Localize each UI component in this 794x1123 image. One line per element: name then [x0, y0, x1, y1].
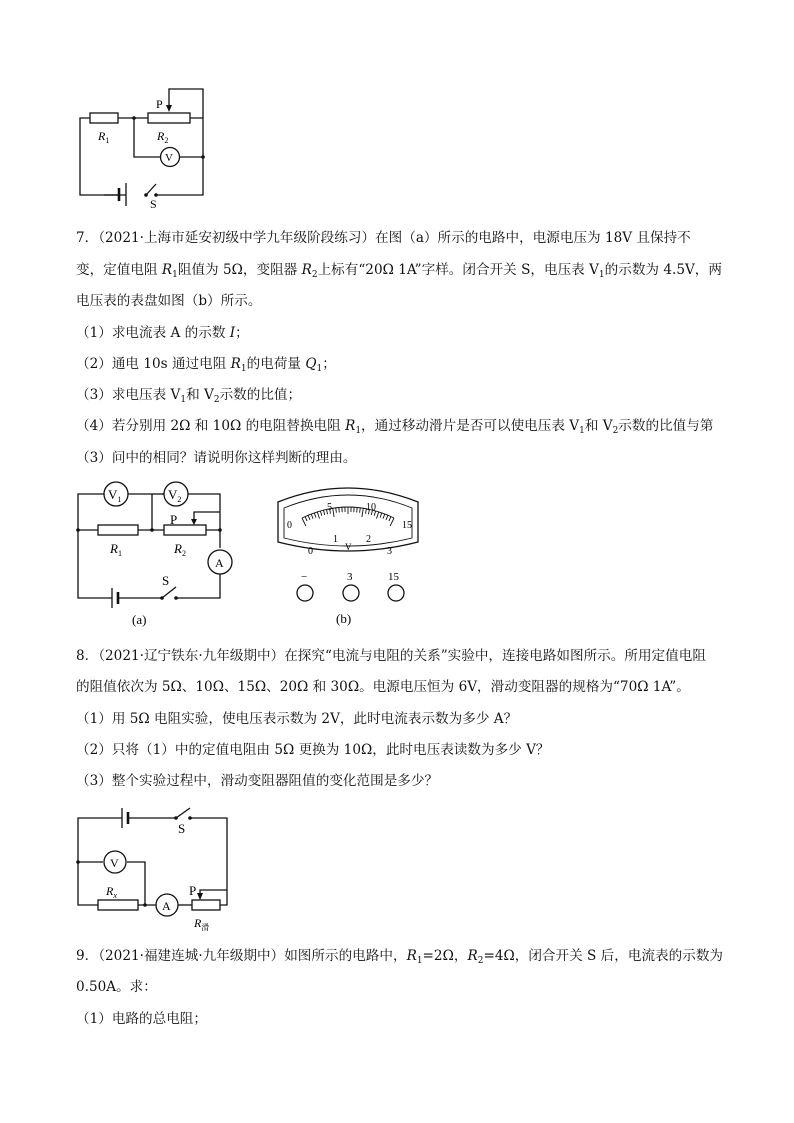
slider-label-p: P: [156, 97, 163, 111]
dial-tick: [386, 515, 388, 520]
voltmeter-v2-label: $V_2$: [168, 487, 182, 504]
dial-tick: [380, 513, 382, 518]
voltmeter-dial-figure-q7b: [270, 480, 426, 630]
switch-label-s: S: [162, 573, 170, 588]
dial-tick: [314, 513, 316, 518]
dial-tick: [357, 507, 358, 512]
dial-bottom-tick-1: 1: [333, 534, 338, 545]
voltmeter-v1-label: $V_1$: [108, 487, 122, 504]
resistor-label-r1: $R_1$: [110, 541, 122, 558]
q7-sub4: （4）若分别用 2Ω 和 10Ω 的电阻替换电阻 $R_1$，通过移动滑片是否可以使电压表 $V_1$和 $V_2$示数的比值与第: [76, 418, 714, 436]
terminal-label-3: 3: [347, 571, 353, 583]
q7-line3: 电压表的表盘如图（b）所示。: [76, 293, 262, 309]
slider-label-p: P: [170, 512, 178, 527]
dial-tick: [324, 510, 325, 515]
figure-caption-a: (a): [132, 612, 147, 627]
q7-sub1: （1）求电流表 A 的示数 I；: [76, 325, 249, 341]
voltmeter-label: V: [110, 856, 119, 870]
q7-line2: 变，定值电阻 $R_1$阻值为 5Ω，变阻器 $R_2$上标有“20Ω 1A”字样。闭合开关 S，电压表 $V_1$的示数为 4.5V，两: [76, 262, 722, 280]
slider-label-p: P: [189, 883, 197, 898]
dial-tick: [390, 518, 394, 526]
dial-tick: [320, 511, 321, 516]
q8-sub1: （1）用 5Ω 电阻实验，使电压表示数为 2V，此时电流表示数为多少 A？: [76, 711, 518, 727]
dial-top-tick-10: 10: [366, 502, 376, 513]
q7-sub3: （3）求电压表 $V_1$和 $V_2$示数的比值；: [76, 387, 302, 405]
ammeter-label: A: [162, 899, 171, 913]
dial-top-tick-0: 0: [287, 520, 292, 531]
q9-line1: 9．（2021·福建连城·九年级期中）如图所示的电路中，$R_1=2\Omega$，$R_2=4\Omega$，闭合开关 S 后，电流表的示数为: [76, 948, 724, 966]
resistor-label-r2: $R_2$: [174, 541, 186, 558]
switch-label-s: S: [150, 197, 157, 210]
q8-sub3: （3）整个实验过程中，滑动变阻器阻值的变化范围是多少？: [76, 773, 439, 789]
dial-tick: [377, 512, 379, 519]
dial-bottom-tick-2: 2: [366, 534, 371, 545]
circuit-figure-q8: [70, 800, 240, 935]
dial-tick: [336, 508, 337, 513]
figure-caption-b: (b): [336, 611, 352, 626]
q9-line2: 0.50A。求：: [76, 979, 157, 995]
dial-tick: [360, 508, 361, 513]
dial-tick: [308, 515, 310, 520]
voltmeter-label: V: [165, 152, 173, 164]
dial-tick: [383, 514, 385, 519]
q8-line2: 的阻值依次为 5Ω、10Ω、15Ω、20Ω 和 30Ω。电源电压恒为 6V，滑动变阻器的规格为“70Ω 1A”。: [76, 679, 690, 695]
q9-sub1: （1）电路的总电阻；: [76, 1011, 207, 1027]
resistor-label-rx: $R_x$: [106, 884, 117, 900]
terminal-label-15: 15: [388, 571, 399, 583]
dial-tick: [311, 514, 313, 519]
dial-bottom-tick-0: 0: [308, 546, 313, 557]
q7-line1: 7．（2021·上海市延安初级中学九年级阶段练习）在图（a）所示的电路中，电源电压为 18V 且保持不: [76, 230, 691, 246]
dial-tick: [305, 517, 307, 522]
resistor-label-r2: $R_2$: [157, 129, 169, 145]
dial-tick: [362, 508, 363, 517]
q8-line1: 8．（2021·辽宁铁东·九年级期中）在探究“电流与电阻的关系”实验中，连接电路如图所示。所用定值电阻: [76, 648, 706, 664]
dial-tick: [333, 508, 334, 517]
circuit-figure-q7a: [66, 478, 246, 628]
terminal-label-negative: −: [301, 571, 308, 583]
dial-bottom-tick-3: 3: [387, 546, 392, 557]
dial-top-tick-15: 15: [402, 520, 412, 531]
resistor-label-r1: $R_1$: [98, 129, 110, 145]
ammeter-label: A: [215, 556, 224, 570]
dial-tick: [389, 517, 391, 522]
dial-unit: V: [345, 542, 352, 552]
q8-sub2: （2）只将（1）中的定值电阻由 5Ω 更换为 10Ω，此时电压表读数为多少 V？: [76, 742, 550, 758]
q7-sub4-cont: （3）问中的相同？请说明你这样判断的理由。: [76, 450, 357, 466]
dial-tick: [339, 507, 340, 512]
dial-tick: [302, 518, 306, 526]
dial-top-tick-5: 5: [327, 502, 332, 513]
q7-sub2: （2）通电 10s 通过电阻 $R_1$的电荷量 $Q_1$；: [76, 356, 336, 374]
rheostat-label: $R_滑$: [194, 916, 210, 932]
dial-tick: [317, 512, 319, 519]
circuit-figure-q6: [70, 80, 220, 210]
switch-label-s: S: [178, 821, 186, 836]
